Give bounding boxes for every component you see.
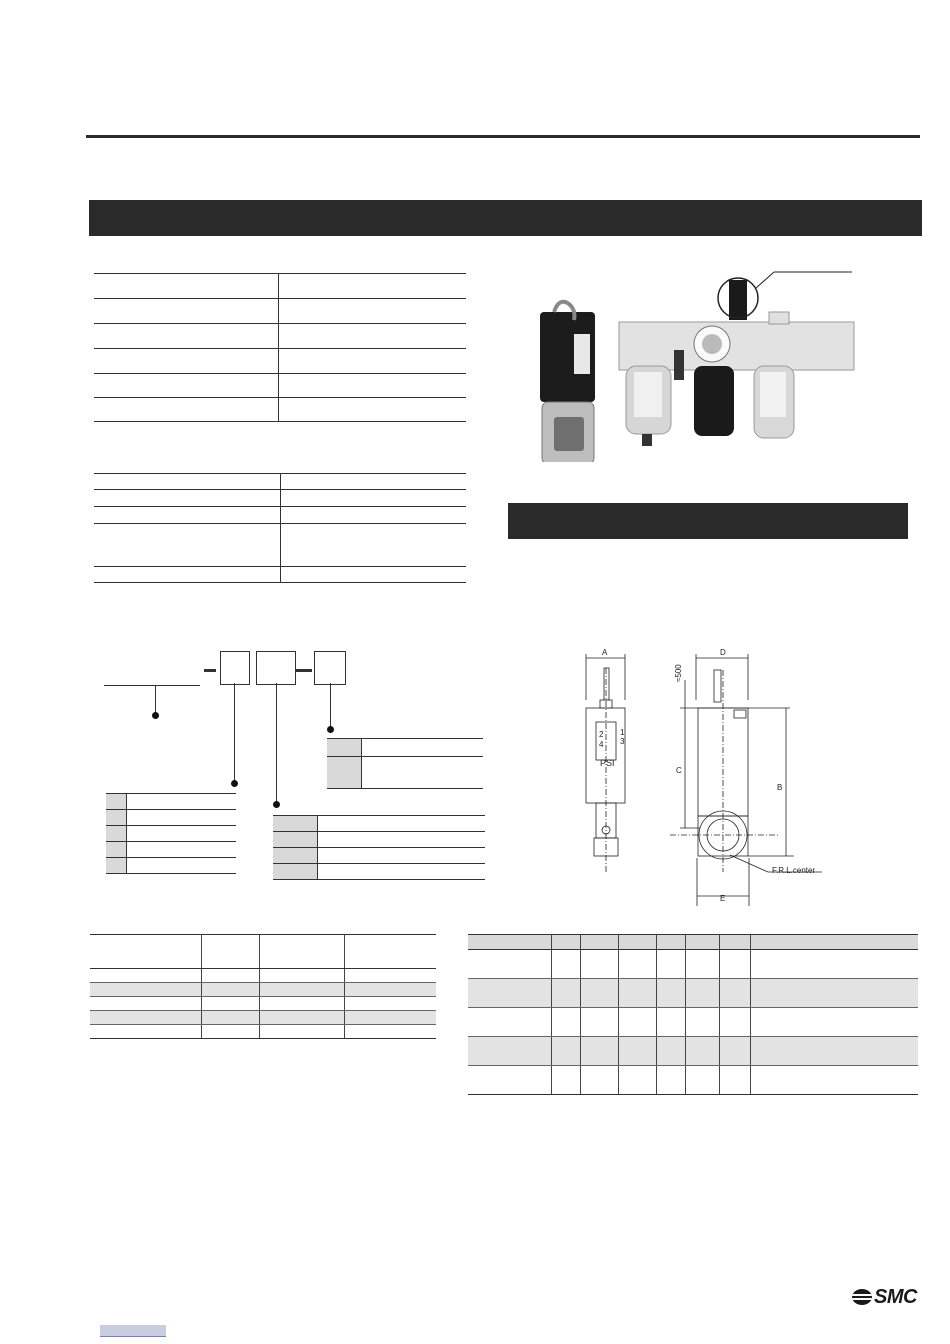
scale-mark-1: 1	[620, 728, 625, 737]
smc-logo-icon	[852, 1289, 872, 1305]
order-box-2	[256, 651, 296, 685]
dim-label-b: B	[777, 783, 783, 792]
dim-label-d: D	[720, 648, 726, 657]
dim-label-e: E	[720, 894, 726, 903]
section-banner	[89, 200, 922, 236]
scale-mark-4: 4	[599, 740, 604, 749]
dim-label-a: A	[602, 648, 608, 657]
product-photo	[524, 262, 864, 462]
leader-line	[276, 683, 277, 803]
scale-mark-2: 2	[599, 730, 604, 739]
dim-label-c: C	[676, 766, 682, 775]
applicable-models-table	[90, 934, 436, 1039]
dim-label-500: ≈500	[674, 664, 683, 682]
leader-dot	[152, 712, 159, 719]
scale-mark-3: 3	[620, 737, 625, 746]
logo-text: SMC	[874, 1286, 917, 1308]
model-dash-1	[204, 669, 216, 672]
frl-unit-image	[619, 272, 854, 446]
leader-line	[155, 685, 156, 715]
footer-link[interactable]	[100, 1325, 166, 1337]
model-base-line	[104, 685, 200, 686]
order-box-1	[220, 651, 250, 685]
type-code-table	[273, 815, 485, 880]
leader-dot	[231, 780, 238, 787]
dimensions-table	[468, 934, 918, 1095]
leader-line	[234, 683, 235, 783]
model-dash-2	[296, 669, 312, 672]
port-code-table	[106, 793, 236, 874]
specifications-table	[94, 273, 466, 422]
switch-specifications-table	[94, 473, 466, 583]
leader-dot	[327, 726, 334, 733]
pressure-switch-unit-image	[540, 302, 595, 462]
scale-label-psi: PSI	[600, 758, 615, 768]
dimensions-banner	[508, 503, 908, 539]
option-code-table	[327, 738, 483, 789]
order-box-3	[314, 651, 346, 685]
leader-line	[330, 683, 331, 728]
frl-center-label: F.R.L.center	[772, 866, 816, 875]
header-rule	[86, 135, 920, 138]
leader-dot	[273, 801, 280, 808]
smc-logo	[852, 1286, 917, 1309]
